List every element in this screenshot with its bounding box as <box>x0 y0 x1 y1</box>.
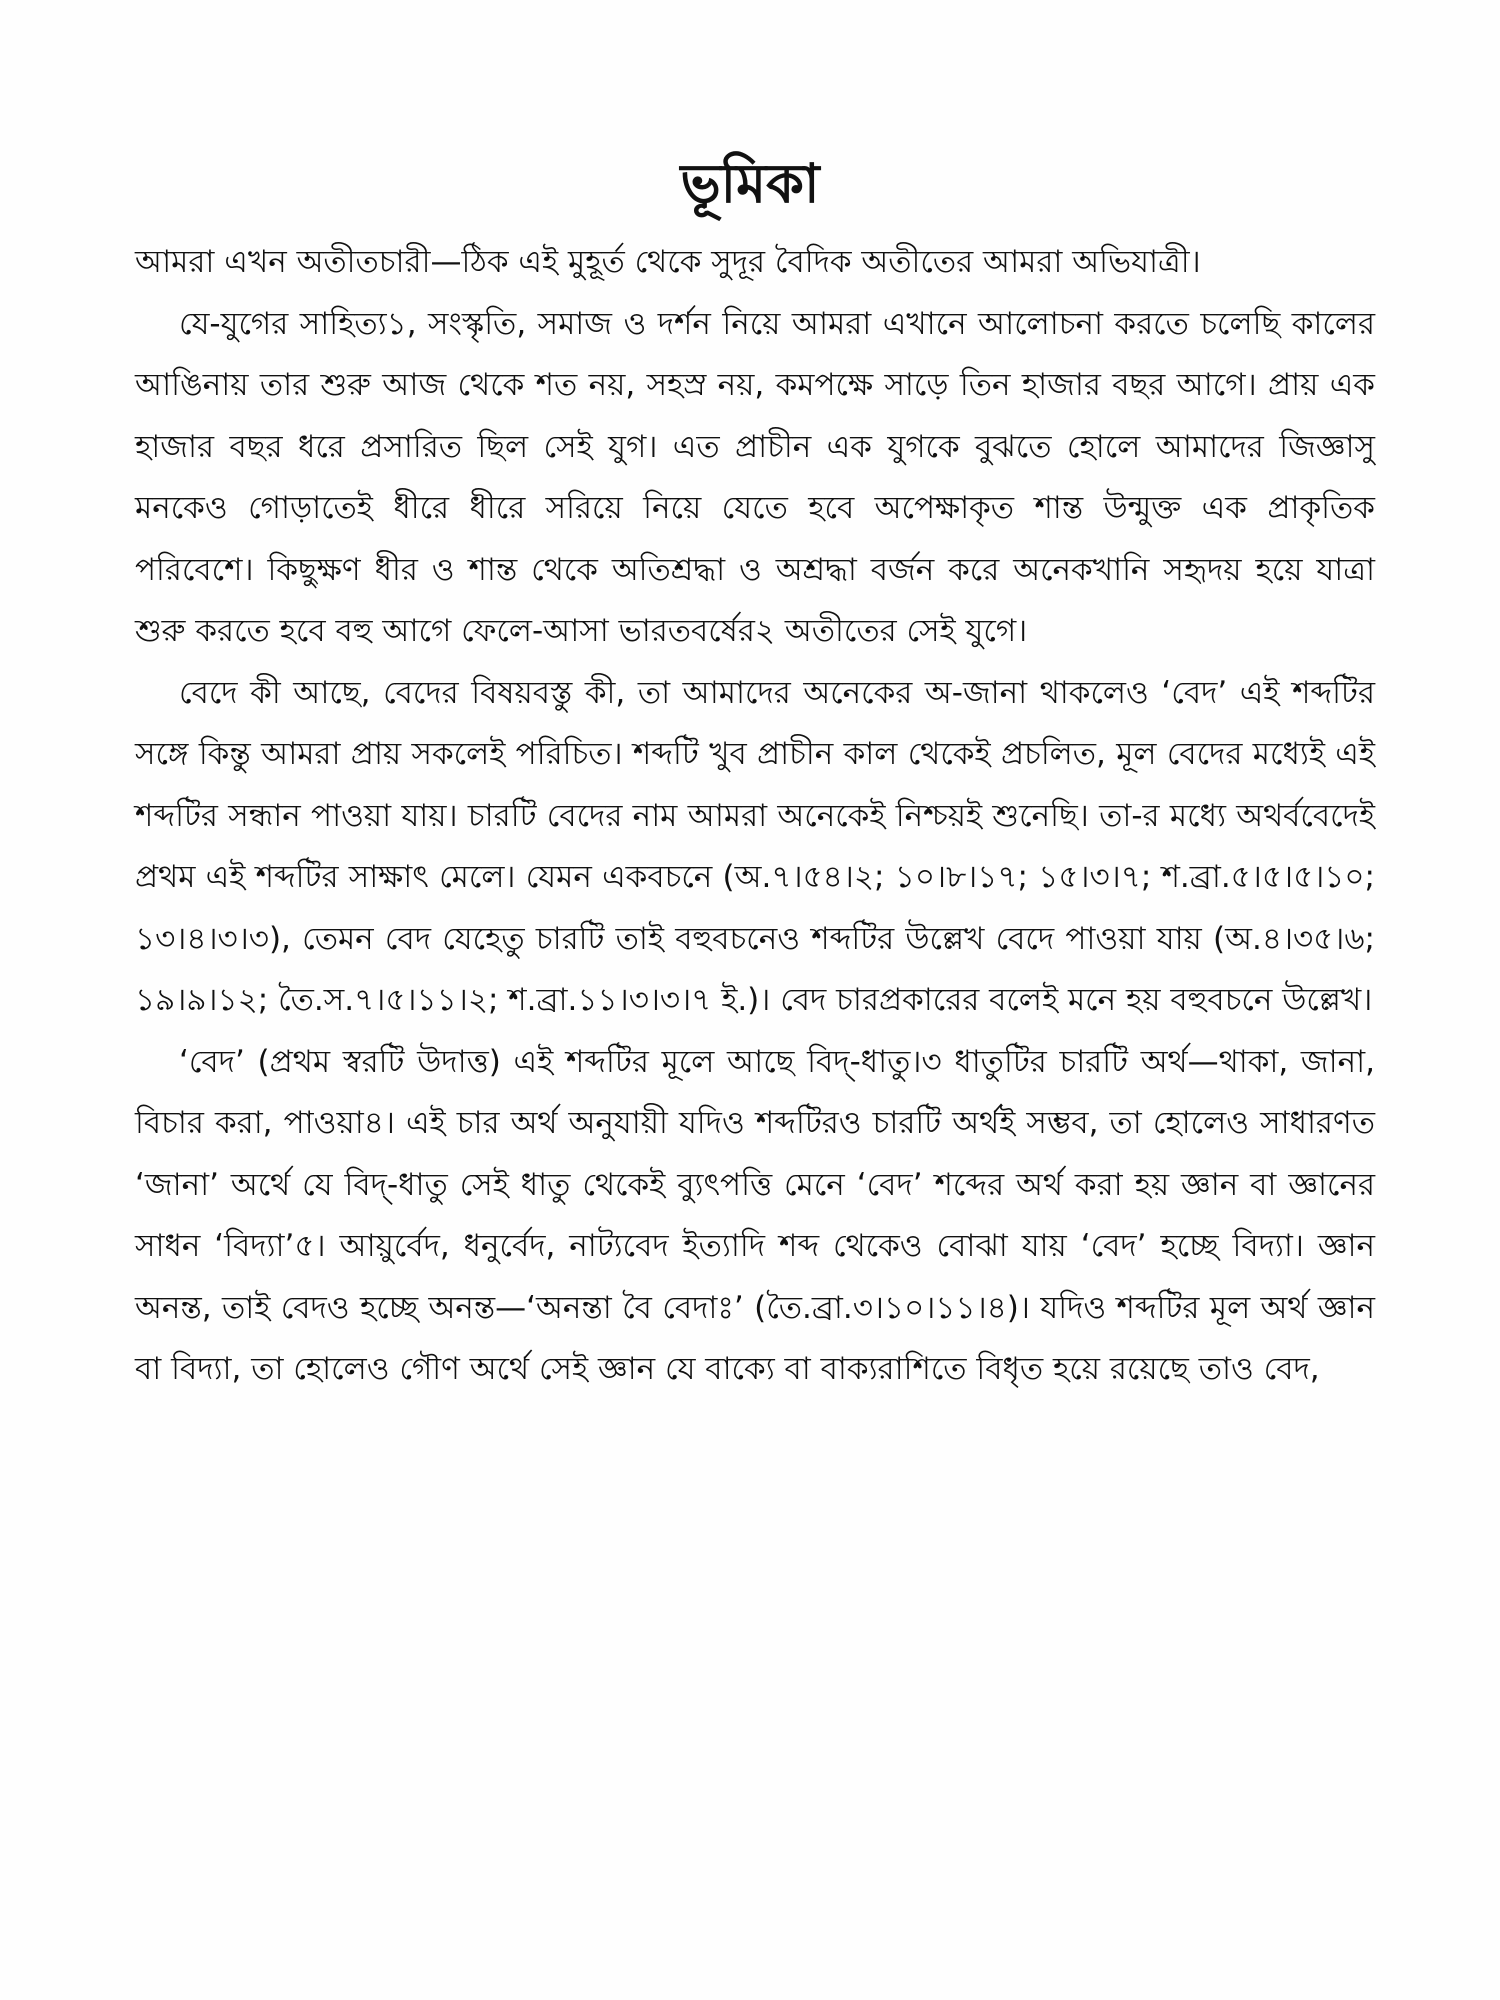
body-text <box>135 232 1375 1401</box>
paragraph-1: আমরা এখন অতীতচারী—ঠিক এই মুহূর্ত থেকে সুদূর বৈদিক অতীতের আমরা অভিযাত্রী। <box>135 244 1201 280</box>
page-title: ভূমিকা <box>680 152 820 216</box>
paragraph-2: যে-যুগের সাহিত্য১, সংস্কৃতি, সমাজ ও দর্শন নিয়ে আমরা এখানে আলোচনা করতে চলেছি কালের আঙিনায় তার শুরু আজ থেকে শত নয়, সহস্র নয়, কমপক্ষে সাড়ে তিন হাজার বছর আগে। প্রায় এক হাজার বছর ধরে প্রসারিত ছিল সেই যুগ। এত প্রাচীন এক যুগকে বুঝতে হোলে আমাদের জিজ্ঞাসু মনকেও গোড়াতেই ধীরে ধীরে সরিয়ে নিয়ে যেতে হবে অপেক্ষাকৃত শান্ত উন্মুক্ত এক প্রাকৃতিক পরিবেশে। কিছুক্ষণ ধীর ও শান্ত থেকে অতিশ্রদ্ধা ও অশ্রদ্ধা বর্জন করে অনেকখানি সহৃদয় হয়ে যাত্রা শুরু করতে হবে বহু আগে ফেলে-আসা ভারতবর্ষের২ অতীতের সেই যুগে। <box>135 305 1375 649</box>
paragraph-4: ‘বেদ’ (প্রথম স্বরটি উদাত্ত) এই শব্দটির মূলে আছে বিদ্-ধাতু।৩ ধাতুটির চারটি অর্থ—থাকা, জানা, বিচার করা, পাওয়া৪। এই চার অর্থ অনুযায়ী যদিও শব্দটিরও চারটি অর্থই সম্ভব, তা হোলেও সাধারণত ‘জানা’ অর্থে যে বিদ্-ধাতু সেই ধাতু থেকেই ব্যুৎপত্তি মেনে ‘বেদ’ শব্দের অর্থ করা হয় জ্ঞান বা জ্ঞানের সাধন ‘বিদ্যা’৫। আয়ুর্বেদ, ধনুর্বেদ, নাট্যবেদ ইত্যাদি শব্দ থেকেও বোঝা যায় ‘বেদ’ হচ্ছে বিদ্যা। জ্ঞান অনন্ত, তাই বেদও হচ্ছে অনন্ত—‘অনন্তা বৈ বেদাঃ’ (তৈ.ব্রা.৩।১০।১১।৪)। যদিও শব্দটির মূল অর্থ জ্ঞান বা বিদ্যা, তা হোলেও গৌণ অর্থে সেই জ্ঞান যে বাক্যে বা বাক্যরাশিতে বিধৃত হয়ে রয়েছে তাও বেদ, <box>135 1043 1375 1387</box>
paragraph-3: বেদে কী আছে, বেদের বিষয়বস্তু কী, তা আমাদের অনেকের অ-জানা থাকলেও ‘বেদ’ এই শব্দটির সঙ্গে কিন্তু আমরা প্রায় সকলেই পরিচিত। শব্দটি খুব প্রাচীন কাল থেকেই প্রচলিত, মূল বেদের মধ্যেই এই শব্দটির সন্ধান পাওয়া যায়। চারটি বেদের নাম আমরা অনেকেই নিশ্চয়ই শুনেছি। তা-র মধ্যে অথর্ববেদেই প্রথম এই শব্দটির সাক্ষাৎ মেলে। যেমন একবচনে (অ.৭।৫৪।২; ১০।৮।১৭; ১৫।৩।৭; শ.ব্রা.৫।৫।৫।১০; ১৩।৪।৩।৩), তেমন বেদ যেহেতু চারটি তাই বহুবচনেও শব্দটির উল্লেখ বেদে পাওয়া যায় (অ.৪।৩৫।৬; ১৯।৯।১২; তৈ.স.৭।৫।১১।২; শ.ব্রা.১১।৩।৩।৭ ই.)। বেদ চারপ্রকারের বলেই মনে হয় বহুবচনে উল্লেখ। <box>135 674 1375 1018</box>
